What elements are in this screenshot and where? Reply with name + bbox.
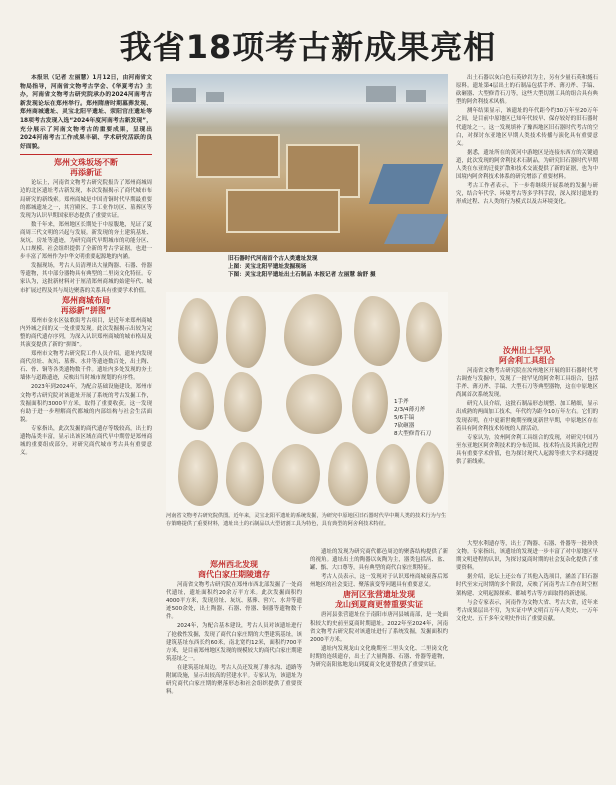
stone-tool-image bbox=[406, 302, 442, 362]
paragraph: 郑州市文物考古研究院工作人员介绍，遗址内发现商代房址、灰坑、墓葬、水井等遗迹数百处，出土陶、石、骨、铜等各类遗物数千件。遗址内多处发现的夯土墙体与道路遗迹，反映出当时城市规划的有序性。 bbox=[20, 351, 152, 382]
subhead-shangcheng-layout: 郑州商城布局 再添新“拼图” bbox=[60, 295, 112, 315]
photo-building bbox=[206, 92, 224, 102]
column-2-bottom bbox=[166, 560, 302, 775]
paragraph: 河南省文物考古研究院在郑州市西北部发掘了一处商代遗址，遗址面积约20余万平方米。此次发掘面积约4000平方米，发现房址、灰坑、墓葬、窖穴、水井等遗迹500余处，出土陶器、石器、骨器、铜器等遗物数千件。 bbox=[166, 582, 302, 621]
paragraph: 河南省文物考古研究院在汝州地区开展的旧石器时代考古调查与发掘中，发现了一批罕见的阿舍利工具组合，包括手斧、薄刃斧、手镐、大型石刀等典型器物，这在中原地区尚属首次系统发现。 bbox=[456, 368, 598, 399]
column-4-bottom bbox=[456, 540, 598, 775]
paragraph: 据介绍，论坛上还公布了其他入选项目，涵盖了旧石器时代至宋元时期的多个阶段，反映了河南考古工作在时空框架构建、文明起源探索、都城考古等方面取得的新进展。 bbox=[456, 574, 598, 597]
paragraph: 据悉，遗址所在的黄河中游地区是连接东西方的关键通道，此次发现的阿舍利技术石制品，为研究旧石器时代早期人类在东亚的迁徙扩散和技术交流提供了新的证据，也为中国境内阿舍利技术体系的研究增添了重要材料。 bbox=[456, 149, 598, 181]
paragraph: 唐河县张营遗址位于南阳市唐河县城南部，是一处面积较大的史前至夏商时期遗址。2022年至2024年，河南省文物考古研究院对该遗址进行了系统发掘，发掘面积约2000平方米。 bbox=[310, 612, 448, 643]
photo-caption bbox=[228, 255, 448, 279]
photo-caption-lower: 下图：灵宝北阳平遗址出土石制品 本报记者 左丽慧 翁舒 摄 bbox=[228, 272, 376, 278]
column-3-bottom bbox=[310, 548, 448, 775]
paragraph: 出土石器以灰白色石英砂岩为主，另有少量石英和燧石原料。遗址第4层出土的石制品包括手斧、薄刃斧、手镐、砍砸器、大型修背石刀等，这些大型切割工具的组合具有典型的阿舍利技术风格。 bbox=[456, 75, 598, 106]
photo-building bbox=[406, 90, 426, 102]
paragraph: 专家认为，汝州阿舍利工具组合的发现，对研究中国乃至东亚地区阿舍利技术的分布范围、技术特点及其演化过程具有重要学术价值，也为探讨现代人起源等重大学术问题提供了新线索。 bbox=[456, 434, 598, 466]
photo-building bbox=[366, 86, 396, 102]
subhead-zhengzhou-northwest: 郑州西北发现 商代白家庄期陵遗存 bbox=[198, 560, 270, 579]
stone-tool-image bbox=[376, 444, 410, 504]
paragraph: 郑州市金水区弦歌街考古项目，是近年来郑州商城内外城之间的又一处重要发现。此次发掘揭示出较为完整的商代遗存序列，为深入认识郑州商城的城市格局及其演变提供了新的“拼图”。 bbox=[20, 317, 152, 348]
paragraph: 在建筑基址周边，考古人员还发现了排水沟、道路等附属设施，显示出较高的营建水平。专家认为，该遗址为研究商代白家庄期的聚落形态和社会组织提供了重要资料。 bbox=[166, 664, 302, 696]
stone-tool-image bbox=[272, 444, 320, 504]
paragraph: 考古人员表示，这一发现对于认识郑州商城衰落后郑州地区的社会变迁、聚落演变等问题具有重要意义。 bbox=[310, 574, 448, 589]
paragraph: 发掘现场，考古人员清理出大量陶器、石器、骨器等遗物，其中部分器物具有典型的二里岗文化特征。专家认为，这批新材料对于厘清郑州商城的始建年代、城市扩展过程及其与周边聚落的关系具有重要学术价值。 bbox=[20, 263, 152, 294]
column-3-top bbox=[456, 74, 598, 342]
divider bbox=[20, 154, 152, 155]
photo-caption-title: 旧石器时代河南首个古人类遗址发现 bbox=[228, 256, 318, 262]
legend-item: 2/3/4薄刃斧 bbox=[394, 407, 426, 413]
photo-trench bbox=[226, 189, 340, 233]
tools-caption: 河南省文物考古研究院供图。近年来，灵宝北阳平遗址的系统发掘，为研究中原地区旧石器时代早中期人类的技术行为与生存策略提供了重要材料，遗址出土的石制品以大型切割工具为特色，具有典型的阿舍利技术特征。 bbox=[166, 513, 447, 527]
photo-tarp bbox=[369, 164, 444, 204]
photo-tarp bbox=[384, 214, 448, 244]
tools-legend bbox=[394, 398, 431, 438]
subhead-zhengzhou-wenzhu: 郑州文珠坂场不断 再添新证 bbox=[54, 158, 118, 178]
photo-trench bbox=[196, 134, 280, 178]
headline: 我省18项考古新成果亮相 bbox=[119, 28, 497, 66]
subhead-tanghe-zhangying: 唐河区张营遗址发现 龙山到夏商更替重要实证 bbox=[335, 590, 423, 610]
paragraph: 考古工作者表示，下一步将继续开展系统的发掘与研究，结合年代学、环境考古等多学科手段，深入探讨遗址的形成过程、古人类的行为模式以及古环境变化。 bbox=[456, 183, 598, 206]
paragraph: 论坛上，河南省文物考古研究院报告了郑州商城周边的北区遗址考古新发现，本次发掘揭示了商代城市布局研究的新线索。郑州商城是中国青铜时代早期最重要的都城遗址之一，其宫殿区、手工业作坊区、墓葬区等发现为认识早期国家形态提供了重要实证。 bbox=[20, 180, 152, 219]
paragraph: 遗址的发现为研究商代都邑周边的聚落结构提供了新的视角。遗址出土的陶器以灰陶为主，器类包括鬲、盆、罐、甑、大口尊等，具有典型的商代白家庄期特征。 bbox=[310, 549, 448, 572]
paragraph: 专家指出，此次发掘的商代遗存等级较高，出土的遗物品类丰富，显示出该区域在商代早中期曾是郑州商城的重要组成部分，对研究商代城市考古具有重要意义。 bbox=[20, 425, 152, 457]
paragraph: 研究人员介绍，这批石制品形态规整、加工精细，显示出成熟的两面加工技术，年代约为距今10万年左右。它们的发现表明，在中更新世晚期至晚更新世早期，中原地区存在着具有阿舍利技术传统的人群活动。 bbox=[456, 401, 598, 432]
stone-tool-image bbox=[180, 372, 214, 430]
stone-tool-image bbox=[224, 372, 262, 432]
stone-tool-image bbox=[286, 374, 342, 434]
stone-tool-image bbox=[178, 298, 218, 364]
stone-tool-image bbox=[284, 294, 342, 366]
paragraph: 遗址内发现龙山文化晚期至二里头文化、二里岗文化时期的连续遗存，出土了大量陶器、石器、骨器等遗物，为研究南阳盆地龙山到夏商文化更替提供了重要实证。 bbox=[310, 645, 448, 669]
lead-paragraph: 本报讯（记者 左丽慧）1月12日，由河南省文物局指导，河南省文物考古学会、《华夏考古》主办，河南省文物考古研究院承办的2024河南考古新发现论坛在郑州举行。郑州隋唐时期墓葬发现、郑州商城遗址、灵宝北阳平遗址、荥阳官庄遗址等18项考古发现入选“2024年度河南考古新发现”，充分展示了河南文物考古的重要成果，呈现出2024河南考古工作成果丰硕、学术研究活跃的良好面貌。 bbox=[20, 75, 152, 150]
column-3-middle bbox=[456, 346, 598, 536]
subhead-ruzhou: 汝州出土罕见 阿舍利工具组合 bbox=[499, 346, 555, 365]
paragraph: 与会专家表示，河南作为文物大省、考古大省，近年来考古成果层出不穷，为实证中华文明百万年人类史、一万年文化史、五千多年文明史作出了重要贡献。 bbox=[456, 599, 598, 622]
photo-caption-upper: 上图：灵宝北阳平遗址发掘现场 bbox=[228, 264, 307, 270]
paragraph: 数千年来，郑州地区长期处于中原腹地，见证了夏商周三代文明的兴起与发展。新发现的夯土建筑基址、灰坑、房址等遗迹，为研究商代早期城市的功能分区、人口规模、社会组织提供了全新的考古学证据，也进一步丰富了郑州作为中华文明重要起源地的内涵。 bbox=[20, 221, 152, 261]
excavation-site-photo bbox=[166, 74, 448, 252]
stone-tool-image bbox=[352, 372, 388, 434]
column-1 bbox=[20, 74, 152, 774]
stone-tool-image bbox=[328, 442, 368, 506]
stone-tool-image bbox=[226, 296, 266, 368]
photo-building bbox=[172, 88, 196, 102]
legend-item: 8大型修背石刀 bbox=[394, 431, 432, 437]
stone-tool-image bbox=[354, 296, 400, 366]
legend-item: 7砍砸器 bbox=[394, 423, 415, 429]
legend-item: 5/6手镐 bbox=[394, 415, 415, 421]
paragraph: 2024年，为配合基本建设，考古人员对该遗址进行了抢救性发掘，发现了商代白家庄期的大型建筑基址，该建筑基址东西长约60米，南北宽约12米，面积约700平方米，是目前郑州地区发现的规模较大的商代白家庄期建筑基址之一。 bbox=[166, 623, 302, 662]
legend-item: 1手斧 bbox=[394, 399, 409, 405]
stone-tool-image bbox=[416, 442, 444, 504]
stone-tool-image bbox=[178, 440, 218, 506]
paragraph: 测年结果显示，该遗址的年代距今约30万年至20万年之间，是目前中原地区已知年代较早、保存较好的旧石器时代遗址之一。这一发现填补了豫西地区旧石器时代考古的空白，对探讨东亚地区早期人类技术传播与演化具有重要意义。 bbox=[456, 108, 598, 147]
paragraph: 2023年到2024年，为配合基础设施建设，郑州市文物考古研究院对该遗址开展了系统的考古发掘工作，发掘面积约3000平方米，取得了重要收获。这一发现有助于进一步理解商代都城的内部结构与社会生活面貌。 bbox=[20, 384, 152, 423]
paragraph: 大型水利遗存等，出土了陶器、石器、骨器等一批珍贵文物。专家指出，该遗址的发现进一步丰富了对中原地区早期文明进程的认识，为探讨夏商时期的社会复杂化提供了重要资料。 bbox=[456, 541, 598, 572]
stone-tool-image bbox=[226, 442, 264, 506]
